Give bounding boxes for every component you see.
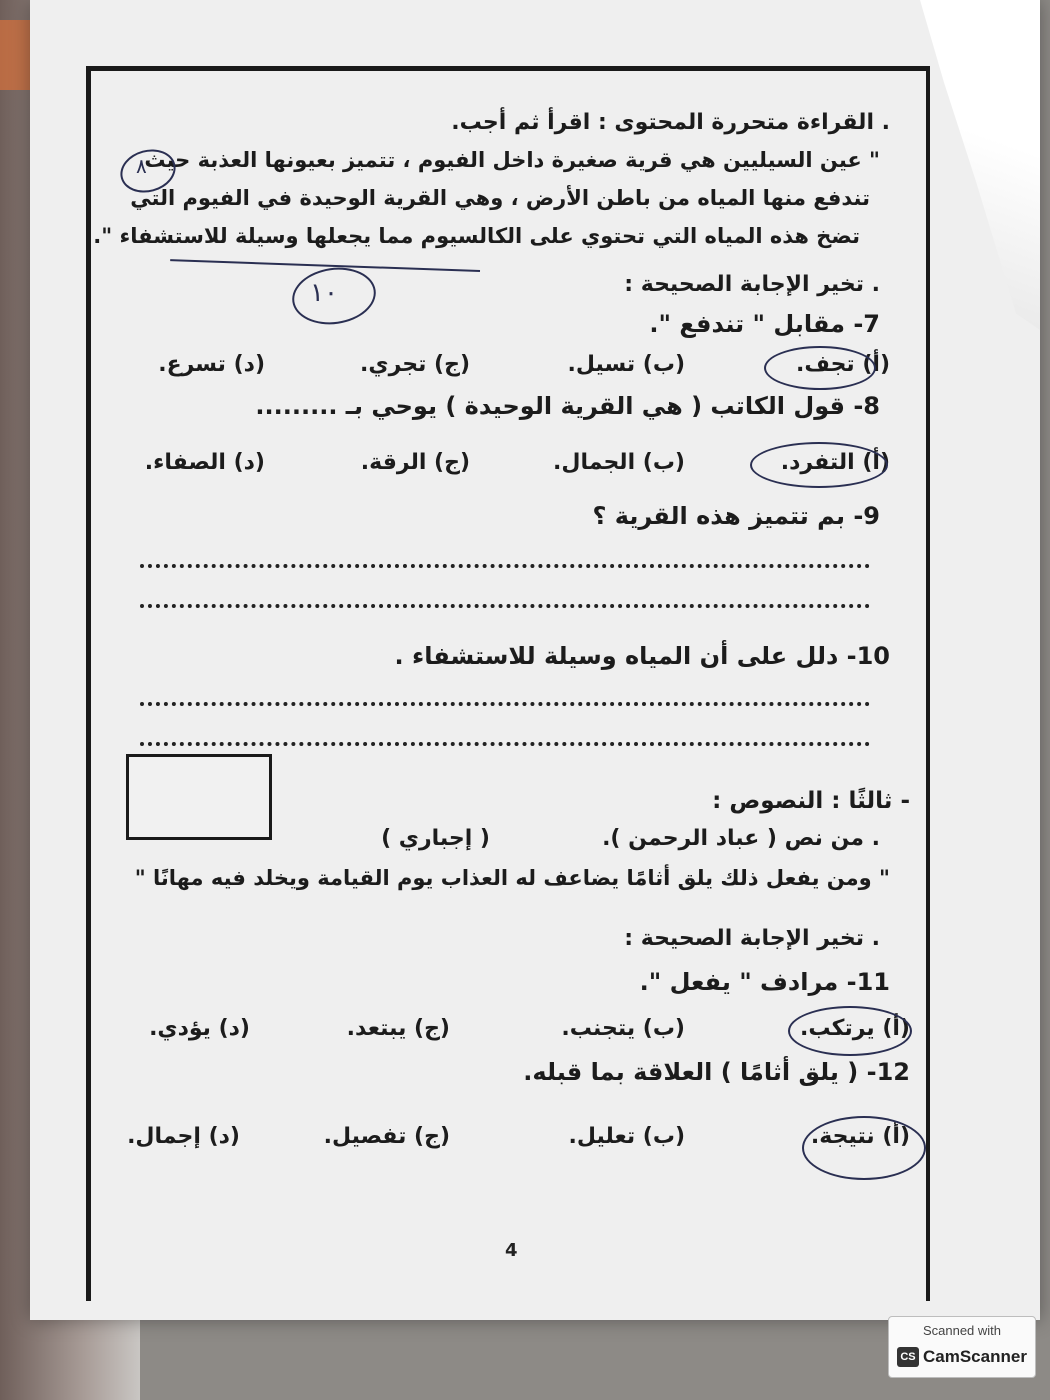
q11-option-a[interactable]: (أ) يرتكب. xyxy=(800,1016,910,1041)
question-7: 7- مقابل " تندفع ". xyxy=(649,310,880,338)
section2-heading: - ثالثًا : النصوص : xyxy=(712,788,910,814)
q12-option-d[interactable]: (د) إجمال. xyxy=(127,1124,240,1149)
question-12-options xyxy=(127,1124,910,1164)
camscanner-logo-icon: CS xyxy=(897,1347,919,1367)
passage-heading: . القراءة متحررة المحتوى : اقرأ ثم أجب. xyxy=(451,110,890,135)
q11-option-d[interactable]: (د) يؤدي. xyxy=(149,1016,250,1041)
verse: " ومن يفعل ذلك يلق أثامًا يضاعف له العذاب يوم القيامة ويخلد فيه مهانًا " xyxy=(134,866,890,890)
q7-option-a[interactable]: (أ) تجف. xyxy=(796,352,890,377)
passage-line-3: تضخ هذه المياه التي تحتوي على الكالسيوم مما يجعلها وسيلة للاستشفاء ". xyxy=(93,224,860,248)
score-mark: ١٠ xyxy=(310,278,338,308)
answer-line[interactable] xyxy=(140,564,870,568)
answer-line[interactable] xyxy=(140,604,870,608)
page-number: 4 xyxy=(505,1240,518,1261)
passage-line-1: " عين السيليين هي قرية صغيرة داخل الفيوم ، تتميز بعيونها العذبة حيث xyxy=(144,148,880,172)
watermark-top: Scanned with xyxy=(922,1323,1002,1338)
answer-circle-q8 xyxy=(750,442,888,488)
answer-circle-q7 xyxy=(764,346,876,390)
page-frame xyxy=(86,66,930,1301)
answer-line[interactable] xyxy=(140,742,870,746)
question-11-options xyxy=(130,1016,910,1056)
section2-instruction: . تخير الإجابة الصحيحة : xyxy=(624,926,880,951)
question-11: 11- مرادف " يفعل ". xyxy=(639,968,890,996)
q12-option-a[interactable]: (أ) نتيجة. xyxy=(810,1124,910,1149)
q11-option-b[interactable]: (ب) يتجنب. xyxy=(561,1016,685,1041)
question-12: 12- ( يلق أثامًا ) العلاقة بما قبله. xyxy=(523,1058,910,1086)
q12-option-c[interactable]: (ج) تفصيل. xyxy=(323,1124,450,1149)
passage-line-2: تندفع منها المياه من باطن الأرض ، وهي القرية الوحيدة في الفيوم التي xyxy=(130,186,870,210)
q8-option-c[interactable]: (ج) الرقة. xyxy=(360,450,470,475)
watermark-name: CamScanner xyxy=(923,1347,1027,1366)
q8-option-a[interactable]: (أ) التفرد. xyxy=(780,450,890,475)
q8-option-d[interactable]: (د) الصفاء. xyxy=(144,450,265,475)
question-8: 8- قول الكاتب ( هي القرية الوحيدة ) يوحي بـ ......... xyxy=(255,392,880,420)
q11-option-c[interactable]: (ج) يبتعد. xyxy=(346,1016,450,1041)
section1-instruction: . تخير الإجابة الصحيحة : xyxy=(624,272,880,297)
question-9: 9- بم تتميز هذه القرية ؟ xyxy=(592,502,880,530)
camscanner-watermark xyxy=(888,1316,1036,1378)
mandatory-label: ( إجباري ) xyxy=(381,826,490,851)
q7-option-b[interactable]: (ب) تسيل. xyxy=(567,352,685,377)
answer-line[interactable] xyxy=(140,702,870,706)
q7-option-d[interactable]: (د) تسرع. xyxy=(158,352,265,377)
q12-option-b[interactable]: (ب) تعليل. xyxy=(568,1124,685,1149)
question-10: 10- دلل على أن المياه وسيلة للاستشفاء . xyxy=(394,642,890,670)
answer-circle-q12 xyxy=(802,1116,926,1180)
section2-source: . من نص ( عباد الرحمن ). xyxy=(602,826,880,851)
grade-box xyxy=(126,754,272,840)
margin-mark: ٨ xyxy=(136,154,147,178)
answer-circle-q11 xyxy=(788,1006,912,1056)
q8-option-b[interactable]: (ب) الجمال. xyxy=(553,450,685,475)
q7-option-c[interactable]: (ج) تجري. xyxy=(360,352,470,377)
